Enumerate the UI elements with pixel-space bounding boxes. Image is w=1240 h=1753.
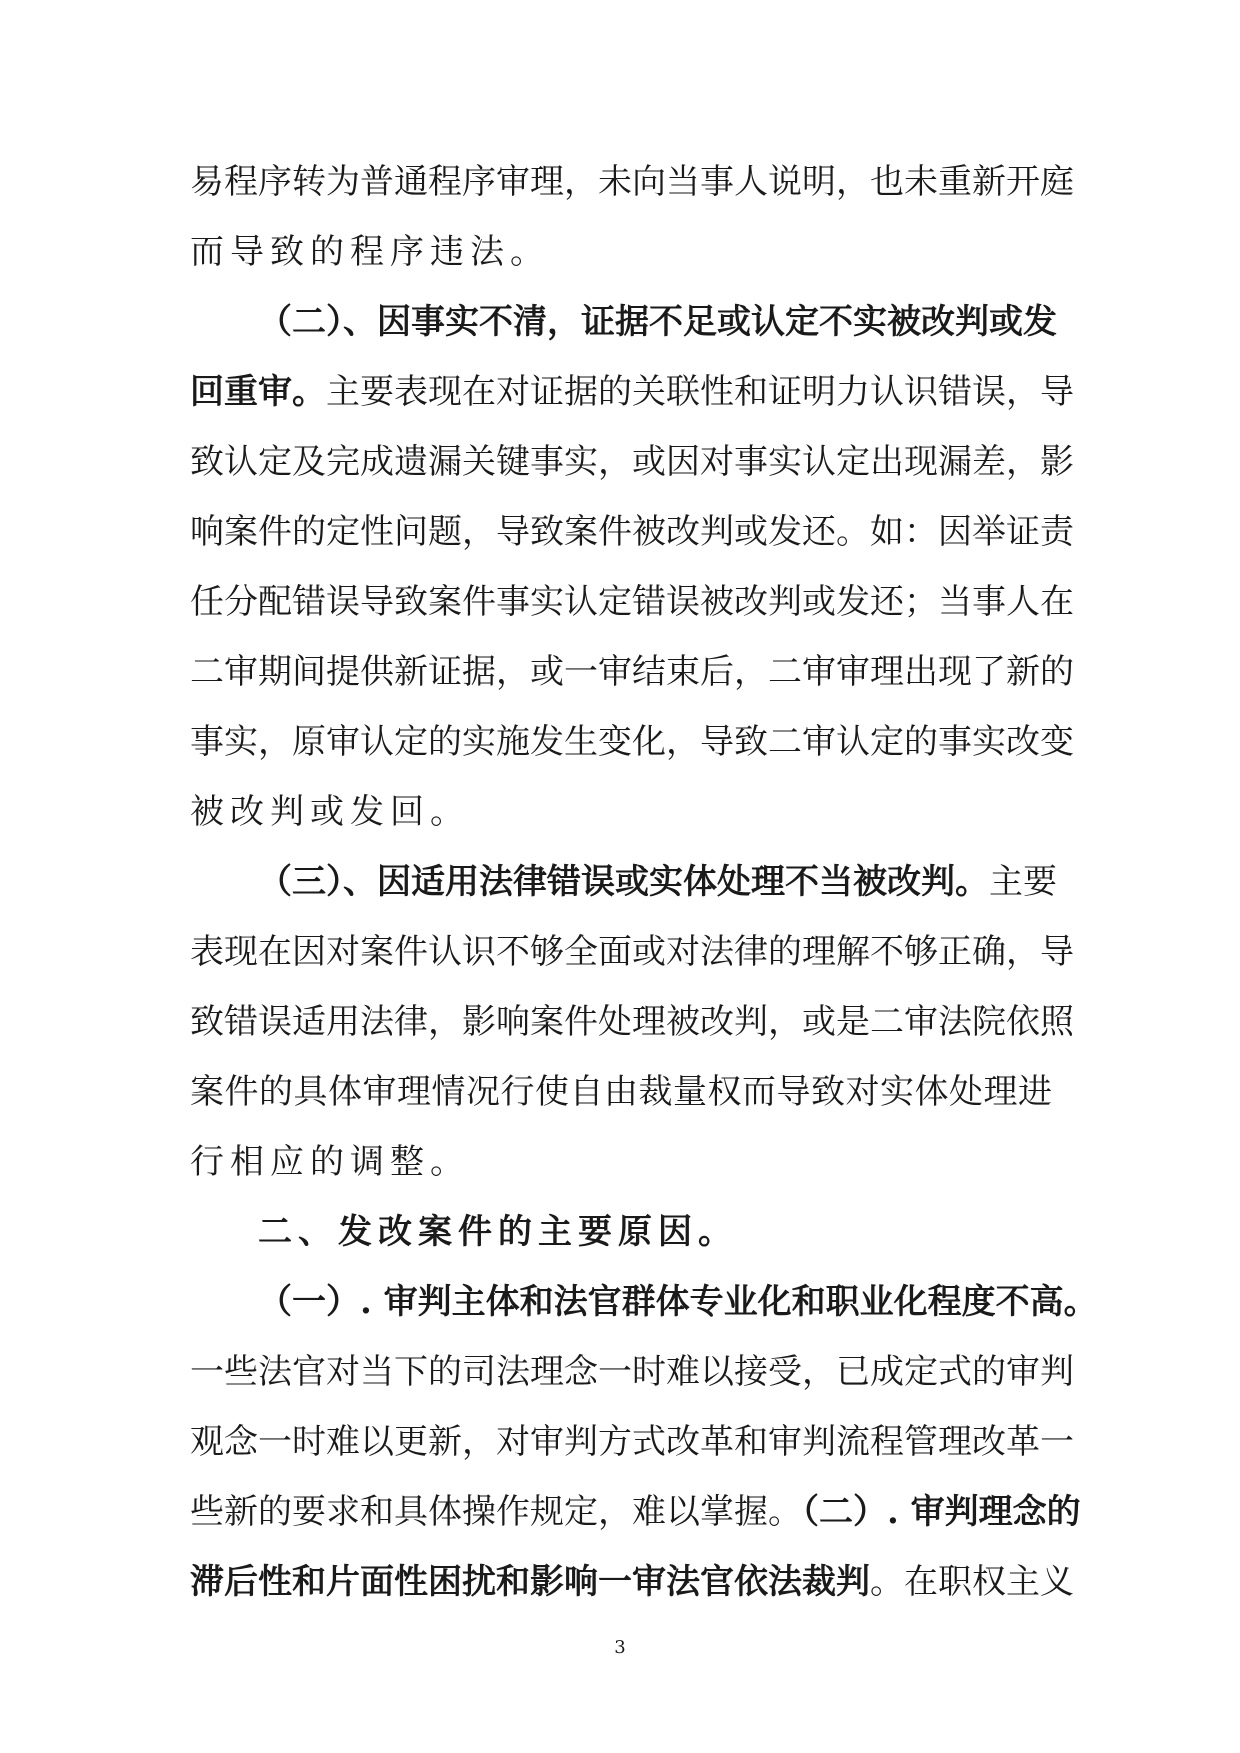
page-number: 3 — [614, 1637, 626, 1658]
text-line — [190, 502, 1074, 562]
heading-text: （二）. 审判理念的 — [802, 1492, 1081, 1532]
text-line — [190, 572, 1074, 632]
text-segment: 被改判或发回。 — [190, 792, 470, 832]
text-line — [190, 1342, 1074, 1402]
text-segment: 行相应的调整。 — [190, 1142, 470, 1182]
text-line — [190, 432, 1074, 492]
text-segment: 事实，原审认定的实施发生变化，导致二审认定的事实改变 — [190, 722, 1074, 762]
text-segment: 案件的具体审理情况行使自由裁量权而导致对实体处理进 — [190, 1072, 1052, 1112]
text-line — [190, 1062, 1052, 1122]
text-line — [190, 1132, 1052, 1192]
text-line — [190, 1482, 1081, 1542]
text-segment: 任分配错误导致案件事实认定错误被改判或发还；当事人在 — [190, 582, 1074, 622]
text-segment: 致错误适用法律，影响案件处理被改判，或是二审法院依照 — [190, 1002, 1074, 1042]
text-line — [190, 1552, 1074, 1612]
text-segment: 而导致的程序违法。 — [190, 232, 550, 272]
text-line — [190, 362, 1074, 422]
text-line — [190, 222, 1052, 282]
heading-text: 滞后性和片面性困扰和影响一审法官依法裁判 — [190, 1562, 870, 1602]
text-segment: 一些法官对当下的司法理念一时难以接受，已成定式的审判 — [190, 1352, 1074, 1392]
heading-text: （三）、因适用法律错误或实体处理不当被改判。 — [258, 862, 989, 902]
text-line — [190, 992, 1074, 1052]
text-segment: 主要表现在对证据的关联性和证明力认识错误，导 — [326, 372, 1074, 412]
text-segment: 表现在因对案件认识不够全面或对法律的理解不够正确，导 — [190, 932, 1074, 972]
section-heading — [258, 1202, 1052, 1262]
heading-text: （一）. 审判主体和法官群体专业化和职业化程度不高。 — [258, 1282, 1098, 1322]
text-line — [190, 782, 1052, 842]
heading-text: （二）、因事实不清，证据不足或认定不实被改判或发 — [258, 302, 1057, 342]
text-segment: 。在职权主义 — [870, 1562, 1074, 1602]
text-segment: 主要 — [989, 862, 1057, 902]
text-segment: 些新的要求和具体操作规定，难以掌握。 — [190, 1492, 802, 1532]
text-line — [190, 642, 1074, 702]
text-segment: 易程序转为普通程序审理，未向当事人说明，也未重新开庭 — [190, 162, 1074, 202]
section-heading — [258, 852, 1057, 912]
heading-text: 回重审。 — [190, 372, 326, 412]
section-heading — [258, 292, 1057, 352]
section-heading — [258, 1272, 1098, 1332]
text-line — [190, 712, 1074, 772]
text-line — [190, 922, 1074, 982]
text-segment: 响案件的定性问题，导致案件被改判或发还。如：因举证责 — [190, 512, 1074, 552]
text-line — [190, 1412, 1074, 1472]
text-segment: 观念一时难以更新，对审判方式改革和审判流程管理改革一 — [190, 1422, 1074, 1462]
text-line — [190, 152, 1074, 212]
text-segment: 致认定及完成遗漏关键事实，或因对事实认定出现漏差，影 — [190, 442, 1074, 482]
text-segment: 二审期间提供新证据，或一审结束后，二审审理出现了新的 — [190, 652, 1074, 692]
heading-text: 二、发改案件的主要原因。 — [258, 1212, 738, 1252]
